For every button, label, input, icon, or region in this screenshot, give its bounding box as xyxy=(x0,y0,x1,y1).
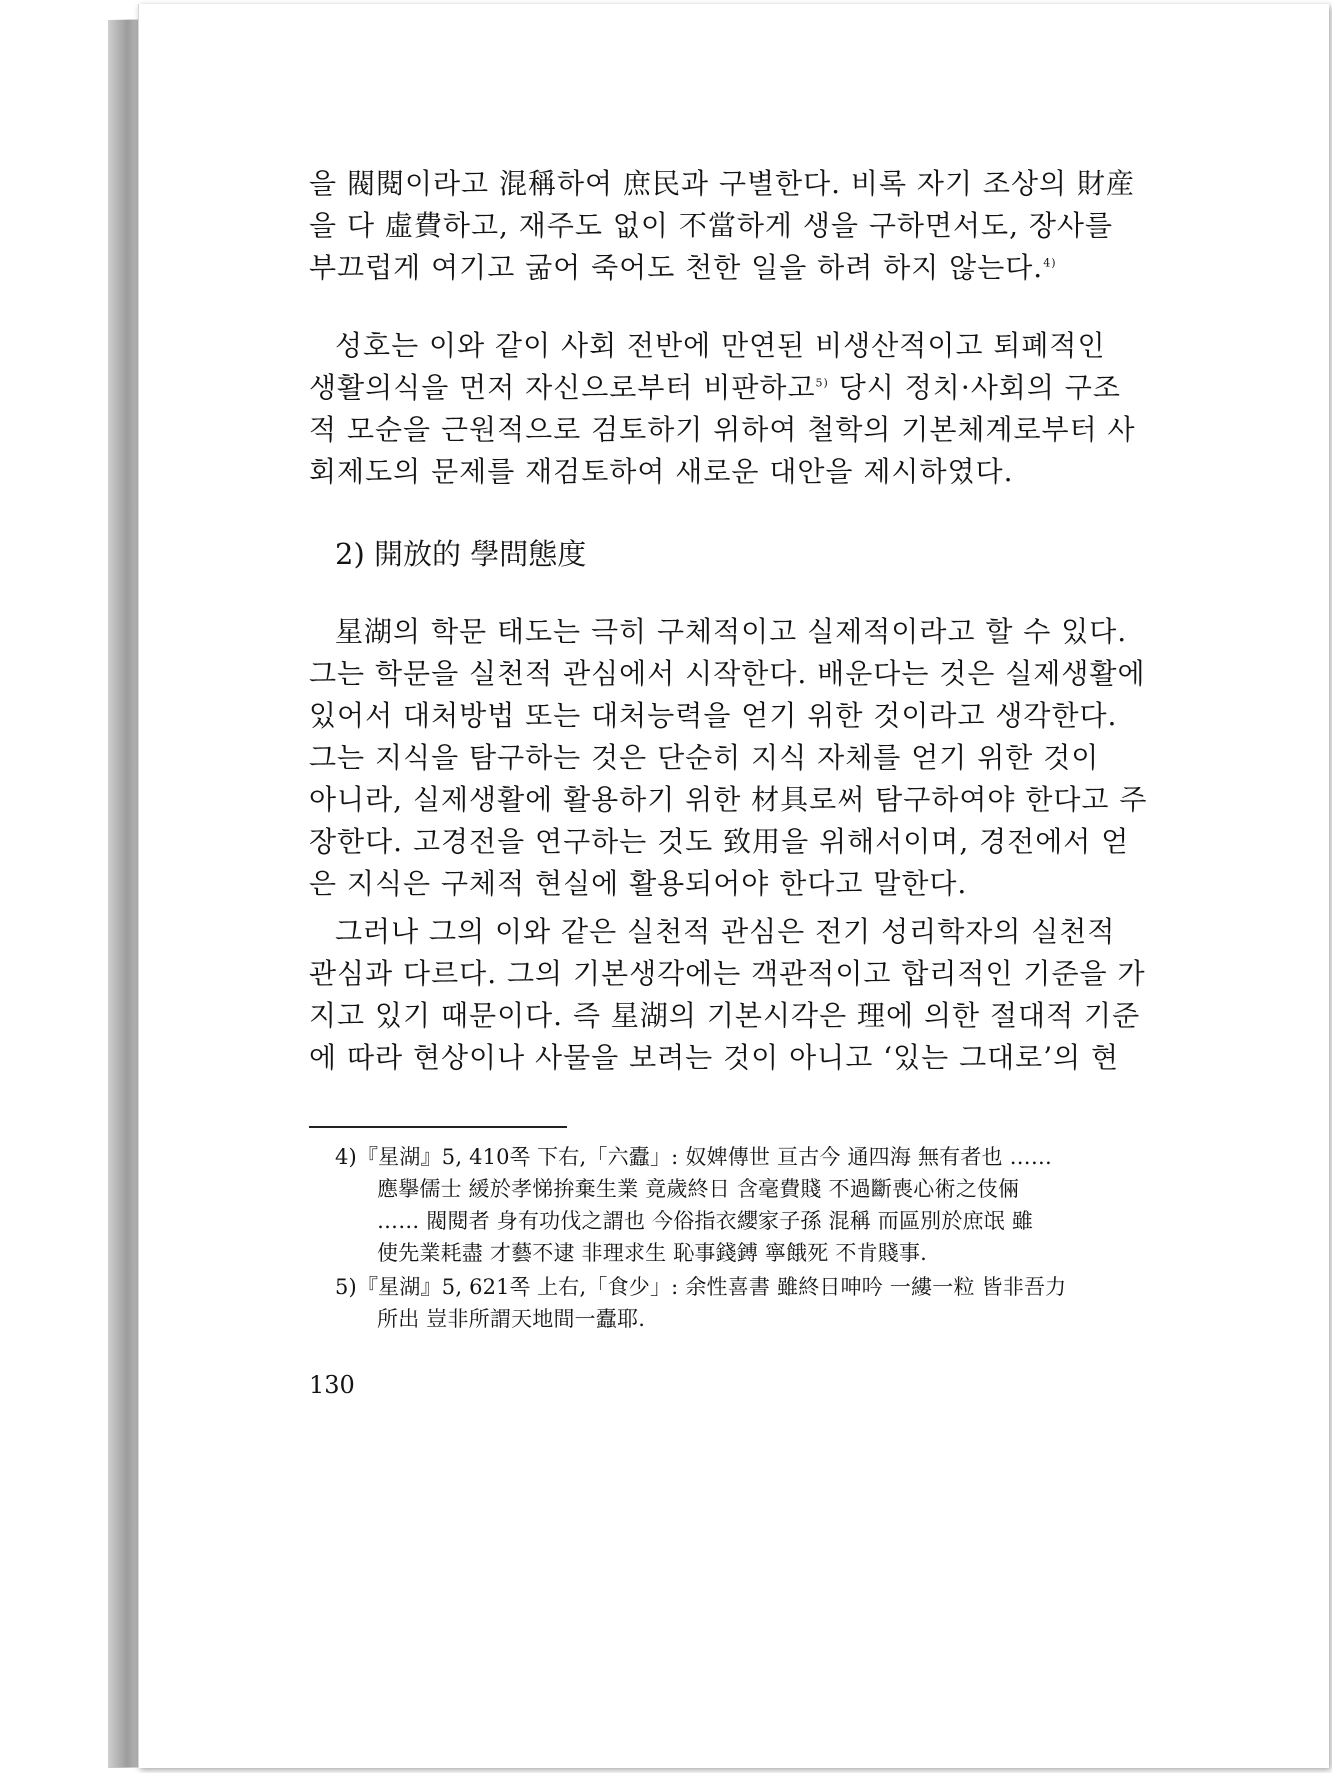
section-heading: 2) 開放的 學問態度 xyxy=(335,537,587,571)
footnote-ref: 5) xyxy=(815,376,829,390)
text-segment: 생활의식을 먼저 자신으로부터 비판하고 xyxy=(309,371,816,404)
text-line: 성호는 이와 같이 사회 전반에 만연된 비생산적이고 퇴폐적인 xyxy=(335,329,1106,362)
footnote-line: 4)『星湖』5, 410쪽 下右,「六蠹」: 奴婢傳世 亘古今 通四海 無有者也 …… xyxy=(335,1145,1053,1169)
text-line: 그는 학문을 실천적 관심에서 시작한다. 배운다는 것은 실제생활에 xyxy=(309,657,1146,690)
text-line xyxy=(309,372,1121,404)
footnote-ref: 4) xyxy=(1043,256,1057,270)
text-line: 그러나 그의 이와 같은 실천적 관심은 전기 성리학자의 실천적 xyxy=(335,915,1116,948)
footnote-line: 使先業耗盡 才藝不逮 非理求生 恥事錢鎛 寧餓死 不肯賤事. xyxy=(377,1241,928,1265)
text-line: 지고 있기 때문이다. 즉 星湖의 기본시각은 理에 의한 절대적 기준 xyxy=(309,999,1141,1032)
text-line: 星湖의 학문 태도는 극히 구체적이고 실제적이라고 할 수 있다. xyxy=(335,615,1128,648)
text-line: 에 따라 현상이나 사물을 보려는 것이 아니고 ‘있는 그대로’의 현 xyxy=(309,1041,1120,1074)
text-line: 그는 지식을 탐구하는 것은 단순히 지식 자체를 얻기 위한 것이 xyxy=(309,741,1100,774)
footnote-line: 應擧儒士 緩於孝悌拚棄生業 竟歲終日 含毫費賤 不過斷喪心術之伎倆 xyxy=(377,1177,1020,1201)
text-line: 적 모순을 근원적으로 검토하기 위하여 철학의 기본체계로부터 사 xyxy=(309,413,1136,446)
text-line: 을 다 虛費하고, 재주도 없이 不當하게 생을 구하면서도, 장사를 xyxy=(309,209,1114,242)
footnote-line: 5)『星湖』5, 621쪽 上右,「食少」: 余性喜書 雖終日呻吟 一縷一粒 皆非吾力 xyxy=(335,1275,1067,1299)
footnote-line: …… 閥閱者 身有功伐之謂也 今俗指衣纓家子孫 混稱 而區別於庶氓 雖 xyxy=(377,1209,1034,1233)
text-segment: 부끄럽게 여기고 굶어 죽어도 천한 일을 하려 하지 않는다. xyxy=(309,251,1044,284)
text-line: 을 閥閱이라고 混稱하여 庶民과 구별한다. 비록 자기 조상의 財産 xyxy=(309,167,1135,200)
text-line xyxy=(309,252,1057,284)
text-segment: 당시 정치·사회의 구조 xyxy=(828,371,1121,404)
text-line: 관심과 다르다. 그의 기본생각에는 객관적이고 합리적인 기준을 가 xyxy=(309,957,1146,990)
footnote-divider xyxy=(309,1126,567,1128)
text-line: 있어서 대처방법 또는 대처능력을 얻기 위한 것이라고 생각한다. xyxy=(309,699,1118,732)
book-spine xyxy=(108,19,140,1768)
page-number: 130 xyxy=(309,1371,355,1399)
text-line: 장한다. 고경전을 연구하는 것도 致用을 위해서이며, 경전에서 얻 xyxy=(309,825,1130,858)
book-page xyxy=(138,4,1329,1768)
footnote-line: 所出 豈非所謂天地間一蠹耶. xyxy=(377,1307,646,1331)
text-line: 은 지식은 구체적 현실에 활용되어야 한다고 말한다. xyxy=(309,867,968,900)
text-line: 아니라, 실제생활에 활용하기 위한 材具로써 탐구하여야 한다고 주 xyxy=(309,783,1148,816)
text-line: 회제도의 문제를 재검토하여 새로운 대안을 제시하였다. xyxy=(309,455,1014,488)
